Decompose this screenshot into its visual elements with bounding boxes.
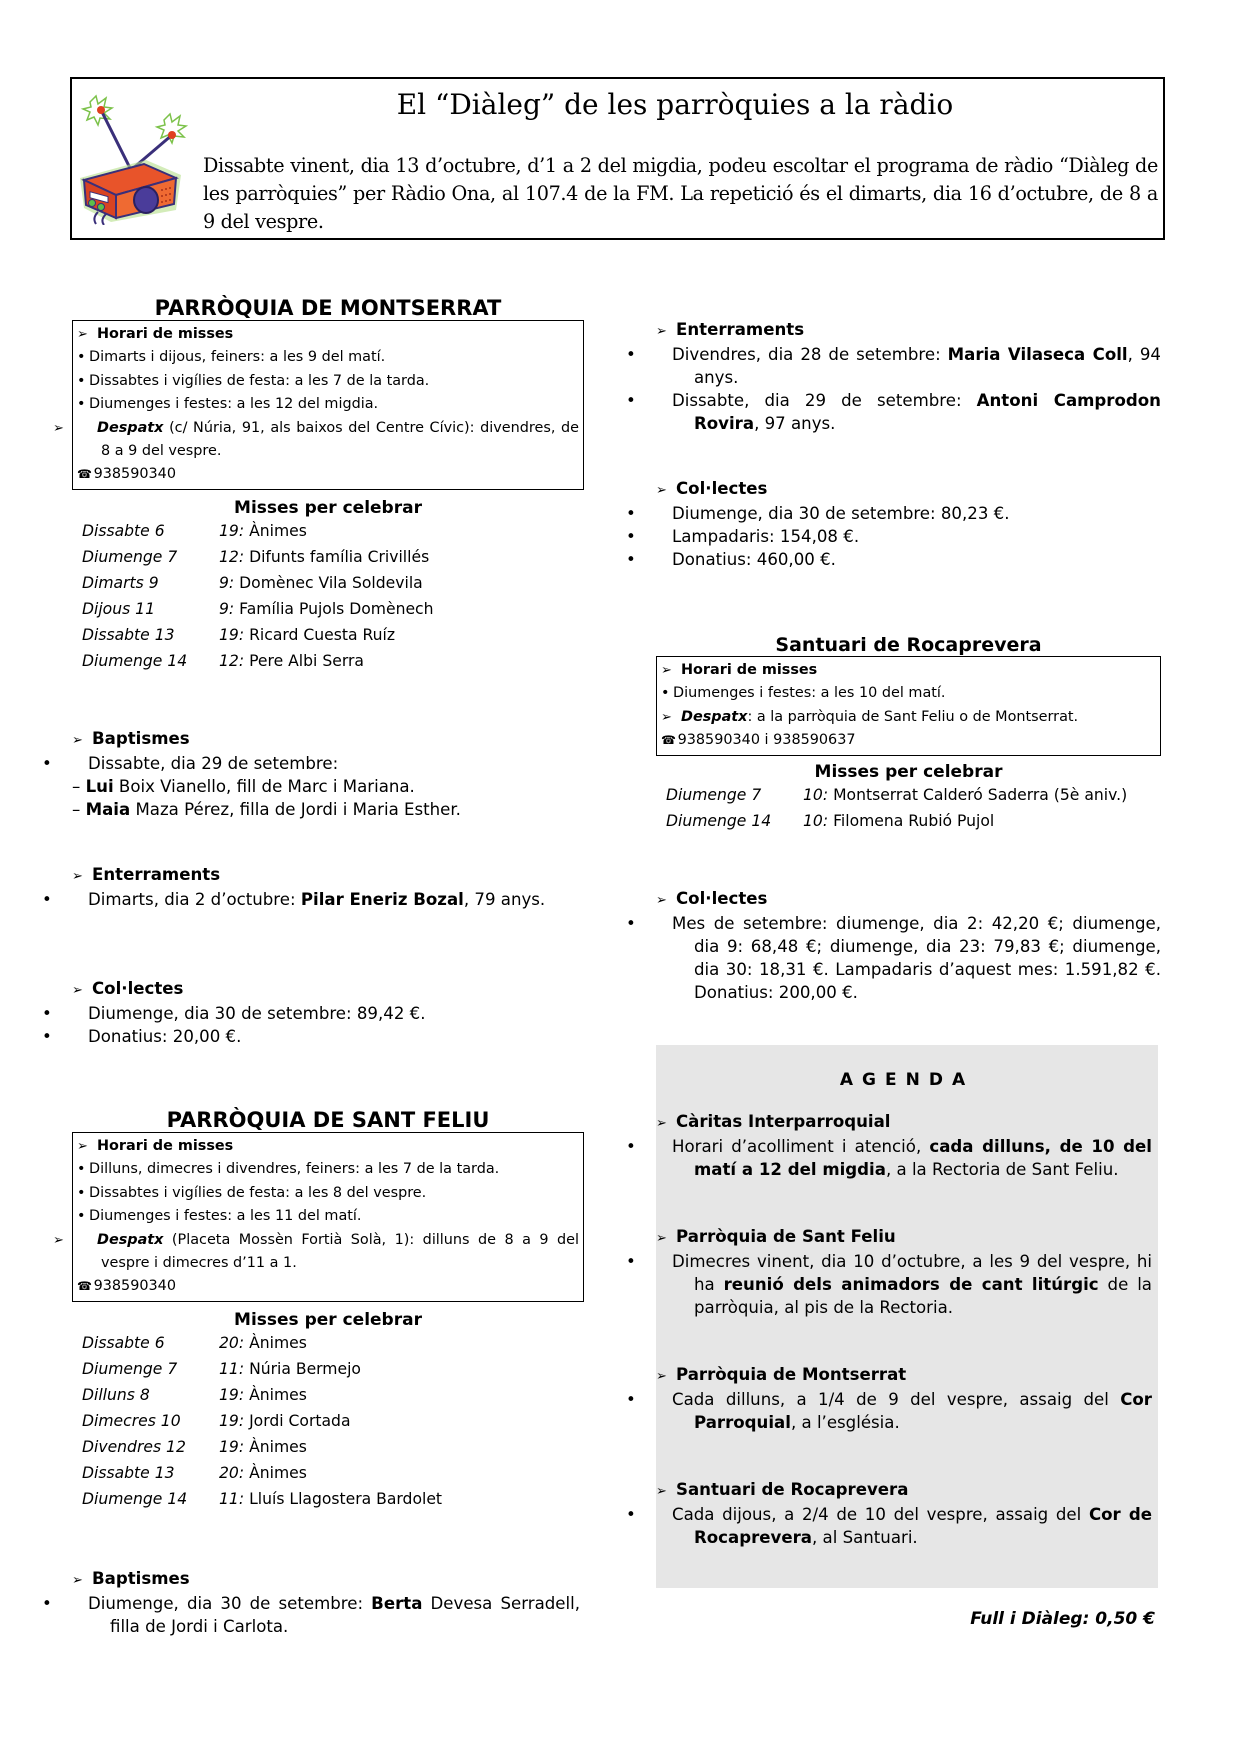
list-item: • Lampadaris: 154,08 €.: [626, 527, 860, 546]
schedule-item: • Dimarts i dijous, feiners: a les 9 del matí.: [77, 346, 579, 369]
office-hours: ➢ Despatx (Placeta Mossèn Fortià Solà, 1): dilluns de 8 a 9 del vespre i dimecres d’11 a 1.: [77, 1229, 579, 1276]
bullet-icon: •: [77, 1208, 86, 1225]
agenda-item: ➢ Parròquia de Sant Feliu • Dimecres vinent, dia 10 d’octubre, a les 9 del vespre, hi ha reunió dels animadors de cant litúrgic de la parròquia, al pis de la Rectoria.: [626, 1227, 1152, 1317]
santfeliu-section: [53, 1108, 584, 1512]
arrow-icon: ➢: [661, 709, 672, 725]
phone-number: 938590340 i 938590637: [677, 732, 856, 749]
table-row: Diumenge 7 11: Núria Bermejo: [82, 1359, 361, 1378]
arrow-icon: ➢: [656, 324, 667, 339]
arrow-icon: ➢: [656, 893, 667, 908]
phone-icon: ☎: [77, 467, 92, 482]
montserrat-baptisms: ➢ Baptismes • Dissabte, dia 29 de setembre: – Lui Boix Vianello, fill de Marc i Mariana. – Maia Maza Pérez, filla de Jordi i Maria Esther.: [72, 727, 584, 821]
montserrat-section: [53, 296, 584, 674]
arrow-icon: ➢: [53, 420, 64, 436]
santfeliu-collections: ➢ Col·lectes • Diumenge, dia 30 de setembre: 80,23 €. • Lampadaris: 154,08 €. • Donatius: 460,00 €.: [656, 477, 1161, 571]
masses-table: [72, 518, 434, 674]
table-row: Dimecres 10 19: Jordi Cortada: [82, 1411, 351, 1430]
phone-line: [77, 463, 579, 486]
bullet-icon: •: [626, 504, 636, 523]
masses-table: [72, 1330, 442, 1512]
santfeliu-baptisms: ➢ Baptismes • Diumenge, dia 30 de setembre: Berta Devesa Serradell, filla de Jordi i Carlota.: [42, 1569, 580, 1636]
bullet-icon: •: [42, 754, 52, 773]
bullet-icon: •: [42, 1004, 52, 1023]
arrow-icon: ➢: [53, 1232, 64, 1248]
bullet-icon: •: [77, 396, 86, 413]
bullet-icon: •: [661, 685, 670, 702]
arrow-icon: ➢: [656, 1116, 667, 1131]
schedule-item: • Dissabtes i vigílies de festa: a les 7 de la tarda.: [77, 370, 579, 393]
masses-title: Misses per celebrar: [814, 761, 1003, 782]
bullet-icon: •: [77, 349, 86, 366]
list-item: – Lui Boix Vianello, fill de Marc i Mariana.: [72, 777, 415, 796]
list-item: • Dimarts, dia 2 d’octubre: Pilar Eneriz Bozal, 79 anys.: [42, 890, 546, 909]
bullet-icon: •: [626, 550, 636, 569]
list-item: • Mes de setembre: diumenge, dia 2: 42,20 €; diumenge, dia 9: 68,48 €; diumenge, dia 23: 79,83 €; diumenge, dia 30: 18,31 €. Lampadaris d’aquest mes: 1.591,82 €. Donatius: 200,00 €.: [626, 914, 1161, 1002]
arrow-icon: ➢: [72, 983, 83, 998]
table-row: Divendres 12 19: Ànimes: [82, 1437, 307, 1456]
list-item: • Dissabte, dia 29 de setembre: Antoni Camprodon Rovira, 97 anys.: [626, 391, 1161, 433]
santfeliu-funerals: ➢ Enterraments • Divendres, dia 28 de setembre: Maria Vilaseca Coll, 94 anys. • Dissabte, dia 29 de setembre: Antoni Camprodon Rovira, 97 anys.: [626, 320, 1161, 433]
bullet-icon: •: [626, 1137, 636, 1156]
santfeliu-title: PARRÒQUIA DE SANT FELIU: [166, 1108, 490, 1132]
price-label: Full i Diàleg: 0,50 €: [970, 1609, 1155, 1629]
table-row: Dissabte 13 20: Ànimes: [82, 1463, 307, 1482]
table-row: Diumenge 14 11: Lluís Llagostera Bardolet: [82, 1489, 443, 1508]
montserrat-title: PARRÒQUIA DE MONTSERRAT: [154, 296, 502, 320]
arrow-icon: ➢: [77, 1139, 88, 1154]
table-row: Diumenge 14 10: Filomena Rubió Pujol: [666, 811, 995, 830]
bullet-icon: •: [626, 914, 636, 933]
schedule-item: • Diumenges i festes: a les 10 del matí.: [661, 682, 1156, 705]
agenda-item: ➢ Càritas Interparroquial • Horari d’acolliment i atenció, cada dilluns, de 10 del matí a 12 del migdia, a la Rectoria de Sant Feliu.: [626, 1112, 1152, 1179]
schedule-heading: Horari de misses: [97, 326, 234, 342]
bullet-icon: •: [626, 1390, 636, 1409]
bullet-icon: •: [77, 1184, 86, 1201]
table-row: Diumenge 14 12: Pere Albi Serra: [82, 651, 364, 670]
bullet-icon: •: [626, 1252, 636, 1271]
rocaprevera-info-box: ➢ Horari de misses • Diumenges i festes: a les 10 del matí. ➢ Despatx: a la parròquia de Sant Feliu o de Montserrat. ☎ 938590340 i 938590637: [656, 656, 1161, 756]
table-row: Dimarts 9 9: Domènec Vila Soldevila: [82, 573, 423, 592]
bullet-icon: •: [77, 372, 86, 389]
agenda-item: ➢ Parròquia de Montserrat • Cada dilluns, a 1/4 de 9 del vespre, assaig del Cor Parroquial, a l’església.: [626, 1365, 1152, 1432]
list-item: – Maia Maza Pérez, filla de Jordi i Maria Esther.: [72, 800, 461, 819]
list-item: • Donatius: 20,00 €.: [42, 1027, 242, 1046]
rocaprevera-section: [656, 634, 1161, 834]
bullet-icon: •: [626, 527, 636, 546]
arrow-icon: ➢: [72, 733, 83, 748]
office-label: Despatx: [97, 419, 164, 436]
table-row: Diumenge 7 10: Montserrat Calderó Saderra (5è aniv.): [666, 785, 1128, 804]
bullet-icon: •: [42, 1594, 52, 1613]
arrow-icon: ➢: [77, 327, 88, 342]
arrow-icon: ➢: [656, 1484, 667, 1499]
arrow-icon: ➢: [656, 483, 667, 498]
bullet-icon: •: [626, 1505, 636, 1524]
list-item: • Diumenge, dia 30 de setembre: 80,23 €.: [626, 504, 1010, 523]
montserrat-funerals: ➢ Enterraments • Dimarts, dia 2 d’octubre: Pilar Eneriz Bozal, 79 anys.: [72, 863, 580, 911]
schedule-item: • Dilluns, dimecres i divendres, feiners: a les 7 de la tarda.: [77, 1158, 579, 1181]
arrow-icon: ➢: [72, 1573, 83, 1588]
arrow-icon: ➢: [72, 869, 83, 884]
phone-icon: ☎: [77, 1279, 92, 1294]
masses-title: Misses per celebrar: [234, 1309, 422, 1330]
office-hours: ➢ Despatx (c/ Núria, 91, als baixos del Centre Cívic): divendres, de 8 a 9 del vespre.: [77, 417, 579, 464]
bullet-icon: •: [626, 391, 636, 410]
table-row: Dissabte 6 20: Ànimes: [82, 1333, 307, 1352]
arrow-icon: ➢: [656, 1231, 667, 1246]
table-row: Dissabte 6 19: Ànimes: [82, 521, 307, 540]
table-row: Dissabte 13 19: Ricard Cuesta Ruíz: [82, 625, 396, 644]
phone-number: 938590340: [93, 466, 176, 483]
montserrat-collections: ➢ Col·lectes • Diumenge, dia 30 de setembre: 89,42 €. • Donatius: 20,00 €.: [72, 977, 584, 1048]
announcement-title: El “Diàleg” de les parròquies a la ràdio: [396, 88, 954, 121]
table-row: Dilluns 8 19: Ànimes: [82, 1385, 307, 1404]
phone-number: 938590340: [93, 1278, 176, 1295]
arrow-icon: ➢: [661, 663, 672, 678]
masses-table: [656, 782, 1127, 834]
list-item: • Divendres, dia 28 de setembre: Maria Vilaseca Coll, 94 anys.: [626, 345, 1161, 387]
arrow-icon: ➢: [656, 1369, 667, 1384]
montserrat-info-box: [53, 320, 584, 490]
bullet-icon: •: [77, 1161, 86, 1178]
rocaprevera-title: Santuari de Rocaprevera: [775, 634, 1042, 656]
announcement-body: Dissabte vinent, dia 13 d’octubre, d’1 a 2 del migdia, podeu escoltar el programa de ràdio “Diàleg de les parròquies” per Ràdio Ona, al 107.4 de la FM. La repetició és el dimarts, dia 16 d’octubre, de 8 a 9 del vespre.: [203, 154, 1158, 233]
list-item: • Diumenge, dia 30 de setembre: Berta Devesa Serradell, filla de Jordi i Carlota.: [42, 1594, 580, 1636]
agenda-box: [626, 1045, 1158, 1588]
agenda-item: ➢ Santuari de Rocaprevera • Cada dijous, a 2/4 de 10 del vespre, assaig del Cor de Rocaprevera, al Santuari.: [626, 1480, 1153, 1547]
rocaprevera-collections: ➢ Col·lectes • Mes de setembre: diumenge, dia 2: 42,20 €; diumenge, dia 9: 68,48 €; diumenge, dia 23: 79,83 €; diumenge, dia 30: 18,31 €. Lampadaris d’aquest mes: 1.591,82 €. Donatius: 200,00 €.: [626, 889, 1161, 1002]
bullet-icon: •: [42, 1027, 52, 1046]
list-item: • Donatius: 460,00 €.: [626, 550, 836, 569]
phone-line: [77, 1275, 579, 1298]
table-row: Diumenge 7 12: Difunts família Crivillés: [82, 547, 430, 566]
schedule-item: • Diumenges i festes: a les 12 del migdia.: [77, 393, 579, 416]
bullet-icon: •: [626, 345, 636, 364]
masses-title: Misses per celebrar: [234, 497, 422, 518]
schedule-item: • Dissabtes i vigílies de festa: a les 8 del vespre.: [77, 1182, 579, 1205]
radio-icon: [76, 90, 188, 225]
phone-icon: ☎: [661, 733, 676, 748]
list-item: • Diumenge, dia 30 de setembre: 89,42 €.: [42, 1004, 426, 1023]
bullet-icon: •: [42, 890, 52, 909]
agenda-title: AGENDA: [839, 1070, 975, 1090]
schedule-item: • Diumenges i festes: a les 11 del matí.: [77, 1205, 579, 1228]
santfeliu-info-box: ➢ Horari de misses • Dilluns, dimecres i divendres, feiners: a les 7 de la tarda. • Dissabtes i vigílies de festa: a les 8 del vespre. • Diumenges i festes: a les 11 del matí. ➢ Despatx (Placeta Mossèn Fortià Solà, 1): dilluns de 8 a 9 del vespre i dimecres d’11 a 1. ☎ 938590340: [72, 1132, 584, 1302]
office-hours: ➢ Despatx: a la parròquia de Sant Feliu o de Montserrat.: [661, 706, 1156, 729]
table-row: Dijous 11 9: Família Pujols Domènech: [82, 599, 434, 618]
phone-line: [661, 729, 1156, 752]
